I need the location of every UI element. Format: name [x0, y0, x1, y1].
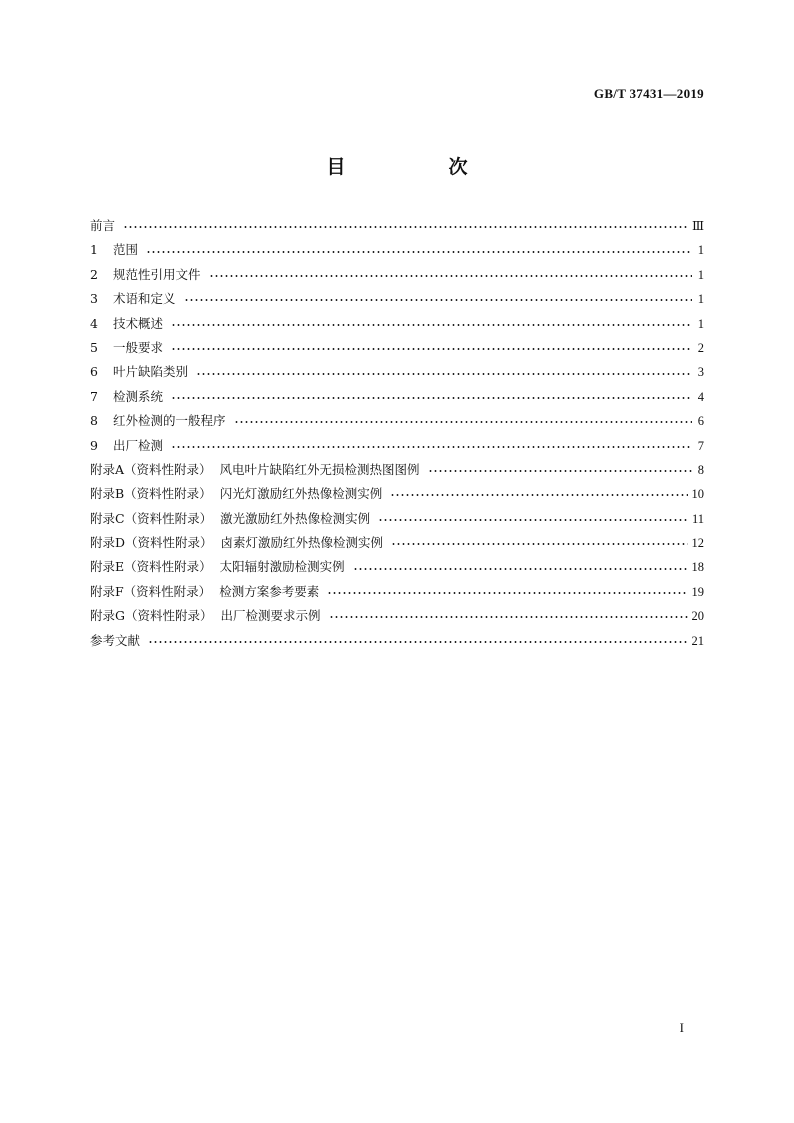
toc-dot-leader: [146, 251, 692, 253]
toc-chapter-number: 1: [90, 242, 98, 258]
toc-dot-leader: [171, 324, 692, 326]
toc-entry-title: 出厂检测: [113, 437, 164, 453]
toc-chapter-number: 2: [90, 266, 98, 282]
toc-page-number: 11: [691, 511, 704, 526]
toc-entry[interactable]: [90, 385, 704, 409]
page-number: I: [679, 1020, 684, 1035]
toc-dot-leader: [378, 519, 688, 521]
toc-entry-title: 叶片缺陷类别: [113, 364, 189, 380]
toc-page-number: 8: [697, 462, 704, 477]
toc-entry[interactable]: [90, 214, 704, 238]
toc-chapter-number: 4: [90, 315, 98, 331]
toc-entry-title: 术语和定义: [113, 291, 176, 307]
toc-page-number: 6: [697, 414, 704, 429]
toc-page-number: 3: [697, 365, 704, 380]
toc-entry[interactable]: [90, 434, 704, 458]
toc-dot-leader: [123, 226, 688, 228]
toc-appendix-label: 附录E（资料性附录）: [90, 559, 212, 575]
toc-entry-title: 风电叶片缺陷红外无损检测热图图例: [219, 461, 420, 477]
table-of-contents: [90, 214, 704, 653]
toc-page-number: 10: [691, 487, 704, 502]
toc-entry-title: 规范性引用文件: [113, 266, 201, 282]
toc-entry[interactable]: [90, 458, 704, 482]
toc-page-number: Ⅲ: [691, 219, 704, 233]
standard-code: GB/T 37431—2019: [593, 86, 704, 101]
toc-entry-title: 技术概述: [113, 315, 164, 331]
toc-entry-title: 前言: [90, 218, 116, 233]
toc-entry[interactable]: [90, 531, 704, 555]
toc-chapter-number: 7: [90, 388, 98, 404]
toc-chapter-number: 6: [90, 364, 98, 380]
toc-entry-title: 激光激励红外热像检测实例: [220, 510, 371, 526]
toc-dot-leader: [184, 299, 692, 301]
toc-entry[interactable]: [90, 555, 704, 579]
toc-page-number: 18: [691, 560, 704, 575]
toc-appendix-label: 附录B（资料性附录）: [90, 486, 212, 502]
toc-page-number: 20: [691, 609, 704, 624]
toc-entry-title: 一般要求: [113, 339, 164, 355]
toc-dot-leader: [209, 275, 692, 277]
toc-chapter-number: 5: [90, 339, 98, 355]
toc-page-number: 1: [697, 243, 704, 258]
toc-entry[interactable]: [90, 604, 704, 628]
toc-entry-title: 检测系统: [113, 388, 164, 404]
toc-entry[interactable]: [90, 238, 704, 262]
toc-dot-leader: [171, 397, 692, 399]
toc-appendix-label: 附录D（资料性附录）: [90, 535, 213, 551]
toc-title: 目 次: [326, 156, 510, 178]
toc-page-number: 1: [697, 267, 704, 282]
toc-page-number: 7: [697, 438, 704, 453]
toc-page-number: 21: [691, 633, 704, 648]
toc-dot-leader: [171, 348, 692, 350]
toc-entry[interactable]: [90, 482, 704, 506]
toc-entry-title: 范围: [113, 242, 139, 258]
toc-page-number: 19: [691, 584, 704, 599]
toc-chapter-number: 8: [90, 413, 98, 429]
toc-entry-title: 参考文献: [90, 632, 141, 648]
toc-appendix-label: 附录G（资料性附录）: [90, 608, 213, 624]
toc-appendix-label: 附录F（资料性附录）: [90, 583, 212, 599]
toc-appendix-label: 附录C（资料性附录）: [90, 510, 213, 526]
toc-entry-title: 太阳辐射激励检测实例: [219, 559, 345, 575]
toc-dot-leader: [391, 543, 687, 545]
toc-entry[interactable]: [90, 629, 704, 653]
toc-entry[interactable]: [90, 360, 704, 384]
toc-page-number: 1: [697, 292, 704, 307]
toc-chapter-number: 3: [90, 291, 98, 307]
toc-page-number: 4: [697, 389, 704, 404]
toc-entry[interactable]: [90, 409, 704, 433]
toc-dot-leader: [329, 616, 688, 618]
toc-page-number: 12: [691, 536, 704, 551]
toc-dot-leader: [171, 446, 692, 448]
toc-entry[interactable]: [90, 507, 704, 531]
toc-page-number: 2: [697, 340, 704, 355]
toc-entry-title: 卤素灯激励红外热像检测实例: [220, 535, 384, 551]
toc-entry[interactable]: [90, 580, 704, 604]
toc-page-number: 1: [697, 316, 704, 331]
toc-entry-title: 红外检测的一般程序: [113, 413, 226, 429]
toc-entry-title: 出厂检测要求示例: [220, 608, 321, 624]
toc-dot-leader: [390, 494, 687, 496]
toc-entry-title: 检测方案参考要素: [219, 583, 320, 599]
toc-entry[interactable]: [90, 263, 704, 287]
toc-entry[interactable]: [90, 336, 704, 360]
toc-dot-leader: [196, 373, 692, 375]
toc-dot-leader: [148, 641, 687, 643]
toc-entry[interactable]: [90, 287, 704, 311]
toc-dot-leader: [234, 421, 692, 423]
toc-entry[interactable]: [90, 312, 704, 336]
toc-dot-leader: [353, 568, 688, 570]
toc-dot-leader: [327, 592, 687, 594]
toc-appendix-label: 附录A（资料性附录）: [90, 461, 212, 477]
toc-chapter-number: 9: [90, 437, 98, 453]
toc-dot-leader: [428, 470, 692, 472]
toc-entry-title: 闪光灯激励红外热像检测实例: [219, 486, 383, 502]
